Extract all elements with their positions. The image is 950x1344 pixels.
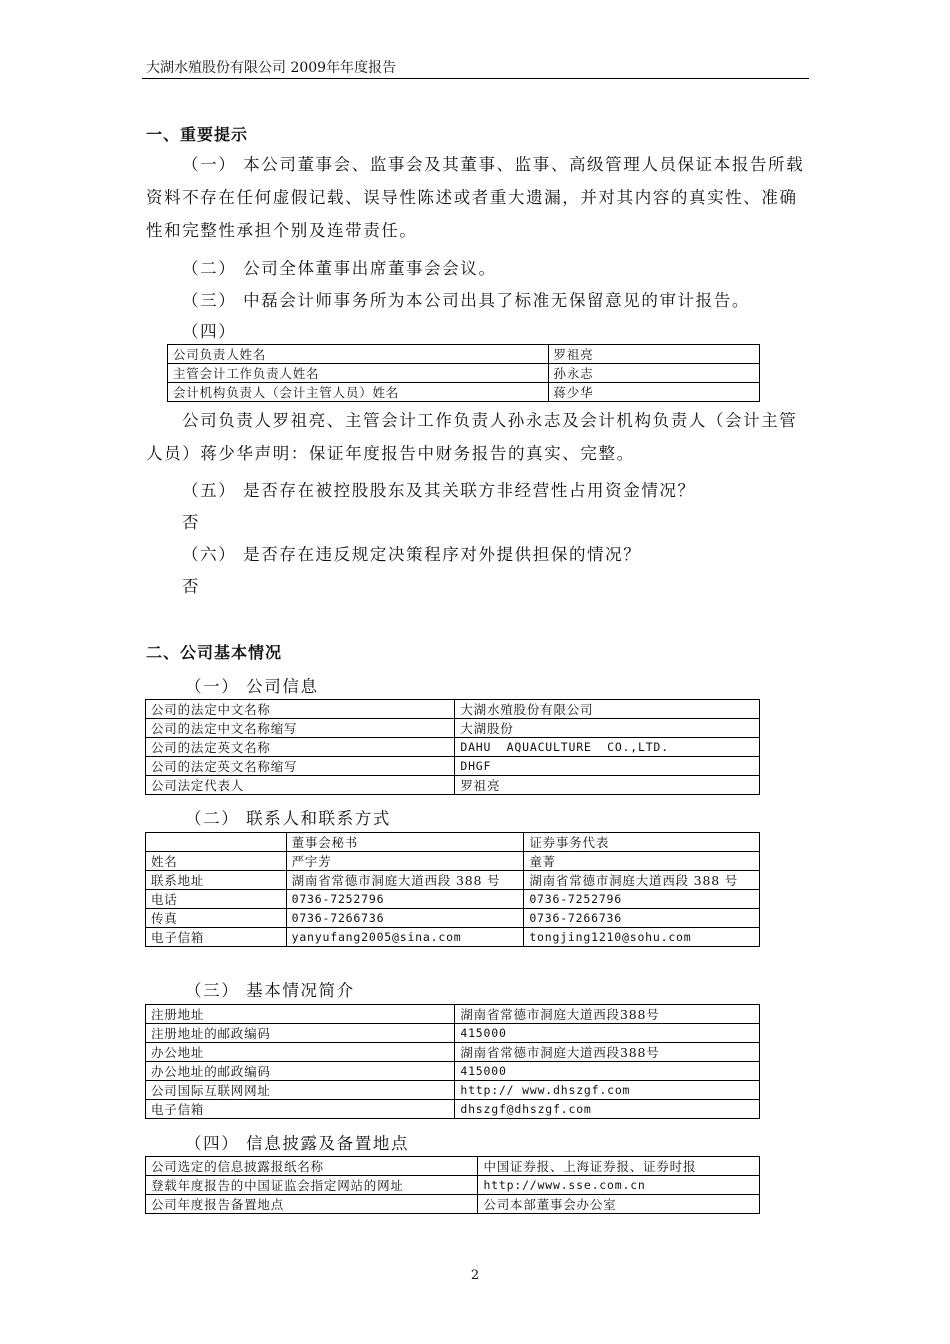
table-cell: http://www.sse.com.cn — [478, 1176, 760, 1195]
table-row — [146, 1043, 760, 1062]
responsibility-statement: 公司负责人罗祖亮、主管会计工作负责人孙永志及会计机构负责人（会计主管人员）蒋少华声明：保证年度报告中财务报告的真实、完整。 — [146, 411, 798, 463]
table-cell: 中国证券报、上海证券报、证券时报 — [478, 1157, 760, 1176]
table-cell: 罗祖亮 — [548, 345, 759, 364]
table-cell: 会计机构负责人（会计主管人员）姓名 — [168, 383, 549, 402]
table-cell: 湖南省常德市洞庭大道西段388号 — [455, 1043, 760, 1062]
table-cell: 公司选定的信息披露报纸名称 — [146, 1157, 478, 1176]
running-header: 大湖水殖股份有限公司 2009年年度报告 — [146, 60, 397, 76]
table-cell: 姓名 — [146, 852, 287, 871]
table-cell: DAHU AQUACULTURE CO.,LTD. — [455, 738, 760, 757]
table-header-row — [146, 833, 760, 852]
table-cell: 传真 — [146, 909, 287, 928]
table-cell: 0736-7252796 — [286, 890, 524, 909]
table-cell: yanyufang2005@sina.com — [286, 928, 524, 947]
table-cell: 湖南省常德市洞庭大道西段 388 号 — [286, 871, 524, 890]
table-cell: http:// www.dhszgf.com — [455, 1081, 760, 1100]
disclosure-table — [145, 1156, 760, 1214]
table-row — [168, 364, 760, 383]
table-cell: 电子信箱 — [146, 928, 287, 947]
table-cell: 湖南省常德市洞庭大道西段 388 号 — [524, 871, 760, 890]
table-cell: 公司负责人姓名 — [168, 345, 549, 364]
table-row — [146, 776, 760, 795]
section1-item4: （四） — [182, 322, 237, 341]
page-number: 2 — [470, 1268, 480, 1283]
table-cell: dhszgf@dhszgf.com — [455, 1100, 760, 1119]
table-row — [146, 871, 760, 890]
table-cell: 注册地址的邮政编码 — [146, 1024, 455, 1043]
table-cell: 湖南省常德市洞庭大道西段388号 — [455, 1005, 760, 1024]
table-cell: 0736-7252796 — [524, 890, 760, 909]
table-cell: 公司的法定中文名称 — [146, 700, 455, 719]
table-cell: 公司的法定中文名称缩写 — [146, 719, 455, 738]
section1-item6-answer: 否 — [182, 577, 201, 596]
table-cell: 公司法定代表人 — [146, 776, 455, 795]
table-row — [146, 890, 760, 909]
table-row — [146, 928, 760, 947]
section1-title: 一、重要提示 — [146, 125, 249, 144]
table-row — [146, 1195, 760, 1214]
table-row — [146, 1024, 760, 1043]
contacts-table — [145, 832, 760, 947]
table-cell: 主管会计工作负责人姓名 — [168, 364, 549, 383]
table-cell: 公司的法定英文名称缩写 — [146, 757, 455, 776]
table-cell: 严宇芳 — [286, 852, 524, 871]
contacts-title: （二） 联系人和联系方式 — [185, 809, 391, 828]
table-row — [168, 383, 760, 402]
table-row — [146, 852, 760, 871]
table-row — [146, 719, 760, 738]
table-cell: 公司年度报告备置地点 — [146, 1195, 478, 1214]
table-cell: 蒋少华 — [548, 383, 759, 402]
section1-item1: （一） 本公司董事会、监事会及其董事、监事、高级管理人员保证本报告所载资料不存在任何虚假记载、误导性陈述或者重大遗漏，并对其内容的真实性、准确性和完整性承担个别及连带责任。 — [146, 155, 805, 240]
table-header-cell: 证券事务代表 — [524, 833, 760, 852]
table-cell: DHGF — [455, 757, 760, 776]
table-cell: 登载年度报告的中国证监会指定网站的网址 — [146, 1176, 478, 1195]
table-cell: 注册地址 — [146, 1005, 455, 1024]
table-cell: 0736-7266736 — [286, 909, 524, 928]
table-cell: 联系地址 — [146, 871, 287, 890]
table-cell: 0736-7266736 — [524, 909, 760, 928]
basic-info-title: （三） 基本情况简介 — [185, 981, 355, 1000]
table-cell: 公司的法定英文名称 — [146, 738, 455, 757]
company-info-table — [145, 699, 760, 795]
table-row — [146, 700, 760, 719]
table-row — [146, 1062, 760, 1081]
table-row — [146, 1005, 760, 1024]
table-row — [146, 1081, 760, 1100]
header-rule — [142, 78, 809, 79]
table-header-cell — [146, 833, 287, 852]
table-row — [146, 1176, 760, 1195]
table-cell: 415000 — [455, 1062, 760, 1081]
table-row — [146, 909, 760, 928]
table-cell: 公司国际互联网网址 — [146, 1081, 455, 1100]
table-row — [146, 757, 760, 776]
table-cell: 415000 — [455, 1024, 760, 1043]
section2-title: 二、公司基本情况 — [146, 643, 283, 662]
table-cell: tongjing1210@sohu.com — [524, 928, 760, 947]
table-cell: 办公地址的邮政编码 — [146, 1062, 455, 1081]
table-header-cell: 董事会秘书 — [286, 833, 524, 852]
section1-item6: （六） 是否存在违反规定决策程序对外提供担保的情况？ — [182, 545, 642, 564]
section1-item2: （二） 公司全体董事出席董事会会议。 — [182, 259, 497, 278]
table-cell: 公司本部董事会办公室 — [478, 1195, 760, 1214]
table-cell: 孙永志 — [548, 364, 759, 383]
table-cell: 罗祖亮 — [455, 776, 760, 795]
section1-item3: （三） 中磊会计师事务所为本公司出具了标准无保留意见的审计报告。 — [182, 291, 750, 310]
section1-item5: （五） 是否存在被控股股东及其关联方非经营性占用资金情况？ — [182, 481, 696, 500]
table-row — [146, 738, 760, 757]
disclosure-title: （四） 信息披露及备置地点 — [185, 1134, 410, 1153]
company-info-title: （一） 公司信息 — [185, 677, 319, 696]
responsible-persons-table — [167, 344, 760, 402]
table-cell: 办公地址 — [146, 1043, 455, 1062]
table-cell: 电话 — [146, 890, 287, 909]
table-cell: 电子信箱 — [146, 1100, 455, 1119]
table-cell: 大湖股份 — [455, 719, 760, 738]
section1-item5-answer: 否 — [182, 513, 201, 532]
table-cell: 童菁 — [524, 852, 760, 871]
table-row — [168, 345, 760, 364]
basic-info-table — [145, 1004, 760, 1119]
table-row — [146, 1100, 760, 1119]
table-cell: 大湖水殖股份有限公司 — [455, 700, 760, 719]
table-row — [146, 1157, 760, 1176]
